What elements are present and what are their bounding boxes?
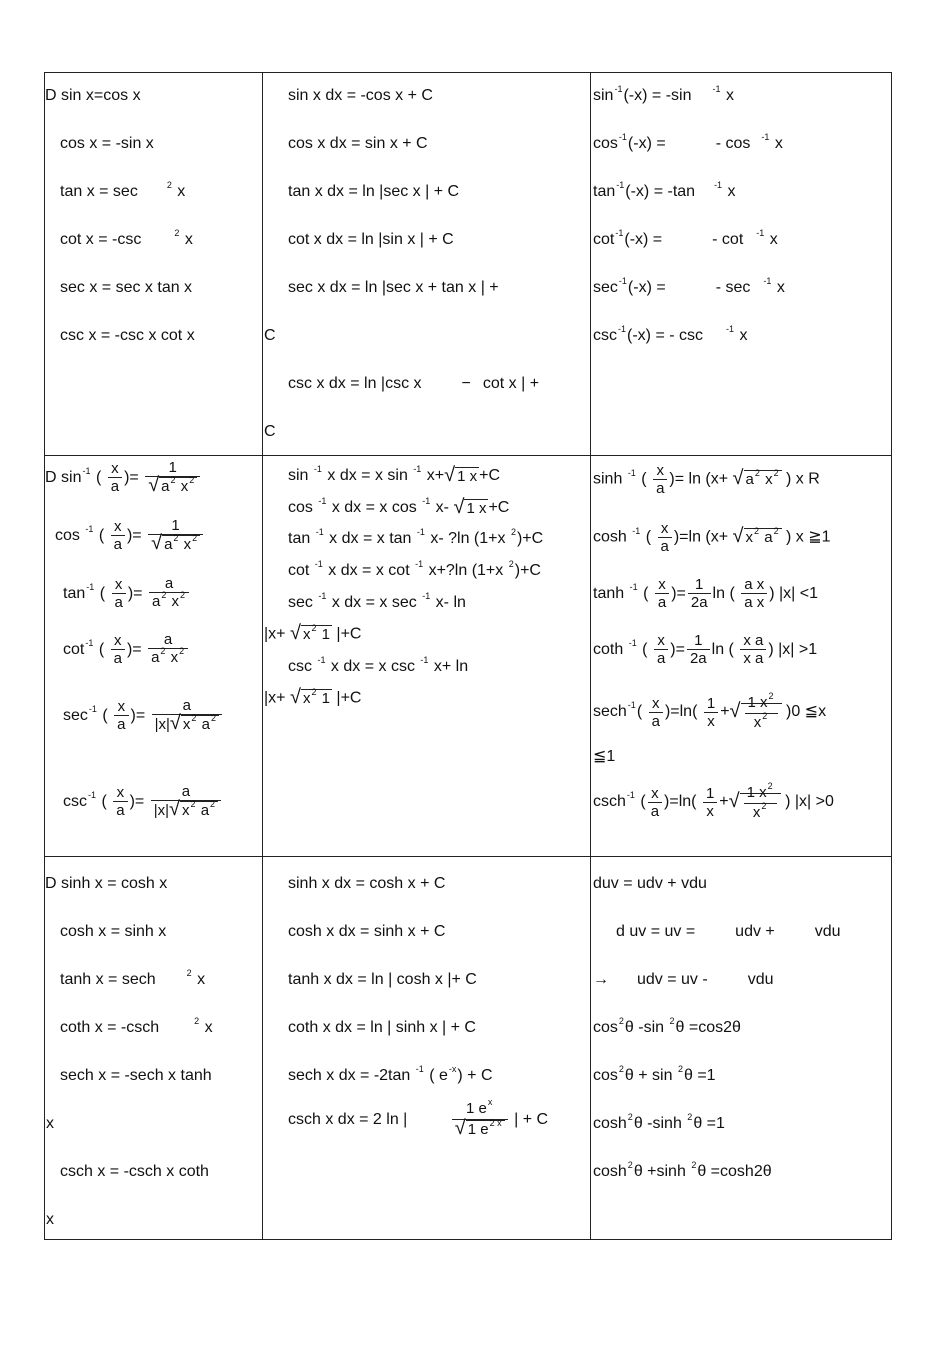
inverse-odd-cell bbox=[591, 73, 893, 455]
integral-sec: sec x dx = ln |sec x + tan x | + bbox=[288, 279, 499, 296]
derivative-cot: cot x = -csc $^2$ x bbox=[60, 228, 193, 248]
inverse-tan-negative: $\tan^{-1}(-x) = -\tan$ $^{-1}$ x bbox=[593, 180, 736, 200]
derivative-arccos: cos $^{-1}$ ( $\frac{x}{a}$ )= $\frac{1}{√ a^2 x^2}$ bbox=[55, 514, 205, 559]
inverse-trig-integral-cell bbox=[263, 456, 590, 856]
identities-cell bbox=[591, 857, 893, 1240]
inverse-trig-derivative-cell bbox=[45, 456, 262, 856]
integral-arccsc-continued: |x+ √ $x^2$ 1 |+C bbox=[264, 686, 362, 708]
integral-sec-constant: C bbox=[264, 327, 276, 344]
integral-arccot: cot $^{-1}$ x dx = x cot $^{-1}$ x+?ln (1+x $^2$)+C bbox=[288, 559, 541, 579]
derivative-cosh: cosh x = sinh x bbox=[60, 923, 167, 940]
integral-sin: sin x dx = -cos x + C bbox=[288, 87, 433, 104]
inverse-sech-log: sech$^{-1}$( $\frac{x}{a}$ )=ln( $\frac{1}{x}$ +√ $\frac{1 x^2}{x^2}$ )0 ≦x bbox=[593, 690, 827, 731]
integral-csch: csch x dx = 2 ln | $\frac{1 e^x}{√ 1 e^{2 x}}$ | + C bbox=[288, 1096, 549, 1139]
derivative-trig-cell bbox=[45, 73, 262, 455]
derivative-sech: sech x = -sech x tanh bbox=[60, 1067, 212, 1084]
identity-hyperbolic: $\cosh^2\theta$ -sinh $^2$θ =1 bbox=[593, 1112, 725, 1132]
product-rule: duv = udv + vdu bbox=[593, 875, 707, 892]
identity-cosh-double: $\cosh^2\theta +\sinh$ $^2$θ =cosh2θ bbox=[593, 1160, 772, 1180]
derivative-tan: tan x = sec $^2$ x bbox=[60, 180, 186, 200]
inverse-sec-negative: $\sec^{-1}(-x)$ = - sec $^{-1}$ x bbox=[593, 276, 785, 296]
derivative-sin: D sin x=cos x bbox=[45, 87, 141, 104]
derivative-csch: csch x = -csch x coth bbox=[60, 1163, 209, 1180]
integral-cos: cos x dx = sin x + C bbox=[288, 135, 428, 152]
inverse-sinh-log: sinh $^{-1}$ ( $\frac{x}{a}$ )= ln (x+ √ $a^2$ $x^2$ ) x R bbox=[593, 462, 820, 497]
integral-trig-cell bbox=[263, 73, 590, 455]
derivative-sec: sec x = sec x tan x bbox=[60, 279, 193, 296]
inverse-csch-log: csch$^{-1}$ ( $\frac{x}{a}$ )=ln( $\frac{1}{x}$ +√ $\frac{1 x^2}{x^2}$ ) |x| >0 bbox=[593, 780, 834, 821]
inverse-cosh-log: cosh $^{-1}$ ( $\frac{x}{a}$ )=ln (x+ √ $x^2$ $a^2$ ) x ≧1 bbox=[593, 520, 831, 555]
identity-cos-double: $\cos^2\theta$ -sin $^2$θ =cos2θ bbox=[593, 1016, 741, 1036]
formula-table bbox=[44, 72, 892, 1240]
integral-coth: coth x dx = ln | sinh x | + C bbox=[288, 1019, 476, 1036]
derivative-arccsc: $\csc^{-1}$ ( $\frac{x}{a}$ )= $\frac{a}{|x|√ x^2 a^2}$ bbox=[63, 778, 223, 827]
integral-csc: csc x dx = ln |csc x − cot x | + bbox=[288, 375, 540, 392]
integral-cot: cot x dx = ln |sin x | + C bbox=[288, 231, 454, 248]
inverse-hyperbolic-cell bbox=[591, 456, 893, 856]
integral-arccsc: csc $^{-1}$ x dx = x csc $^{-1}$ x+ ln bbox=[288, 655, 469, 675]
derivative-coth: coth x = -csch $^2$ x bbox=[60, 1016, 213, 1036]
derivative-arccot: $\cot^{-1}$ ( $\frac{x}{a}$ )= $\frac{a}{a^2 x^2}$ bbox=[63, 628, 190, 673]
derivative-tanh: tanh x = sech $^2$ x bbox=[60, 968, 206, 988]
integral-tan: tan x dx = ln |sec x | + C bbox=[288, 183, 460, 200]
inverse-coth-log: coth $^{-1}$ ( $\frac{x}{a}$ )= $\frac{1}{2a}$ ln ( $\frac{\text{x a}}{\text{x a}}$ ) |x| >1 bbox=[593, 632, 818, 668]
derivative-arcsec: $\sec^{-1}$ ( $\frac{x}{a}$ )= $\frac{a}{|x|√ x^2 a^2}$ bbox=[63, 692, 224, 741]
inverse-tanh-log: tanh $^{-1}$ ( $\frac{x}{a}$ )= $\frac{1}{2a}$ ln ( $\frac{\text{a x}}{\text{a x}}$ ) |x| <1 bbox=[593, 576, 819, 612]
integral-csc-constant: C bbox=[264, 423, 276, 440]
integral-sech: sech x dx = -2tan $^{-1}$ ( $e^{-x}) + C$ bbox=[288, 1064, 493, 1084]
derivative-csc: csc x = -csc x cot x bbox=[60, 327, 195, 344]
integral-arctan: tan $^{-1}$ x dx = x tan $^{-1}$ x- ?ln (1+x $^2$)+C bbox=[288, 527, 544, 547]
derivative-hyperbolic-cell bbox=[45, 857, 262, 1240]
integration-by-parts: → udv = uv - vdu bbox=[593, 971, 774, 988]
integral-hyperbolic-cell bbox=[263, 857, 590, 1240]
integral-arcsec: sec $^{-1}$ x dx = x sec $^{-1}$ x- ln bbox=[288, 591, 466, 611]
derivative-sech-continued: x bbox=[46, 1115, 54, 1132]
integral-product: d uv = uv = udv + vdu bbox=[616, 923, 841, 940]
inverse-cos-negative: $\cos^{-1}(-x)$ = - cos $^{-1}$ x bbox=[593, 132, 783, 152]
identity-pythagorean: $\cos^2\theta + \sin ^2\theta =1$ bbox=[593, 1064, 716, 1084]
integral-cosh: cosh x dx = sinh x + C bbox=[288, 923, 446, 940]
integral-arcsin: sin $^{-1}$ x dx = x sin $^{-1}$ x+√ 1 x +C bbox=[288, 464, 501, 486]
inverse-cot-negative: $\cot^{-1}(-x)$ = - cot $^{-1}$ x bbox=[593, 228, 778, 248]
integral-sinh: sinh x dx = cosh x + C bbox=[288, 875, 446, 892]
integral-tanh: tanh x dx = ln | cosh x |+ C bbox=[288, 971, 477, 988]
integral-arcsec-continued: |x+ √ $x^2$ 1 |+C bbox=[264, 622, 362, 644]
inverse-sin-negative: $\sin^{-1}(-x) = -\sin$ $^{-1}$ x bbox=[593, 84, 734, 104]
inverse-csc-negative: $\csc^{-1}(-x)$ = - csc $^{-1}$ x bbox=[593, 324, 748, 344]
derivative-sinh: D sinh x = cosh x bbox=[45, 875, 168, 892]
integral-arccos: cos $^{-1}$ x dx = x cos $^{-1}$ x- √ 1 x +C bbox=[288, 496, 510, 518]
derivative-arcsin: D $\sin^{-1}$ ( $\frac{x}{a}$ )= $\frac{1}{√ a^2 x^2}$ bbox=[45, 456, 202, 501]
derivative-arctan: $\tan^{-1}$ ( $\frac{x}{a}$ )= $\frac{a}{a^2 x^2}$ bbox=[63, 572, 191, 617]
derivative-csch-continued: x bbox=[46, 1211, 54, 1228]
inverse-sech-domain: ≦1 bbox=[593, 748, 616, 765]
derivative-cos: cos x = -sin x bbox=[60, 135, 154, 152]
